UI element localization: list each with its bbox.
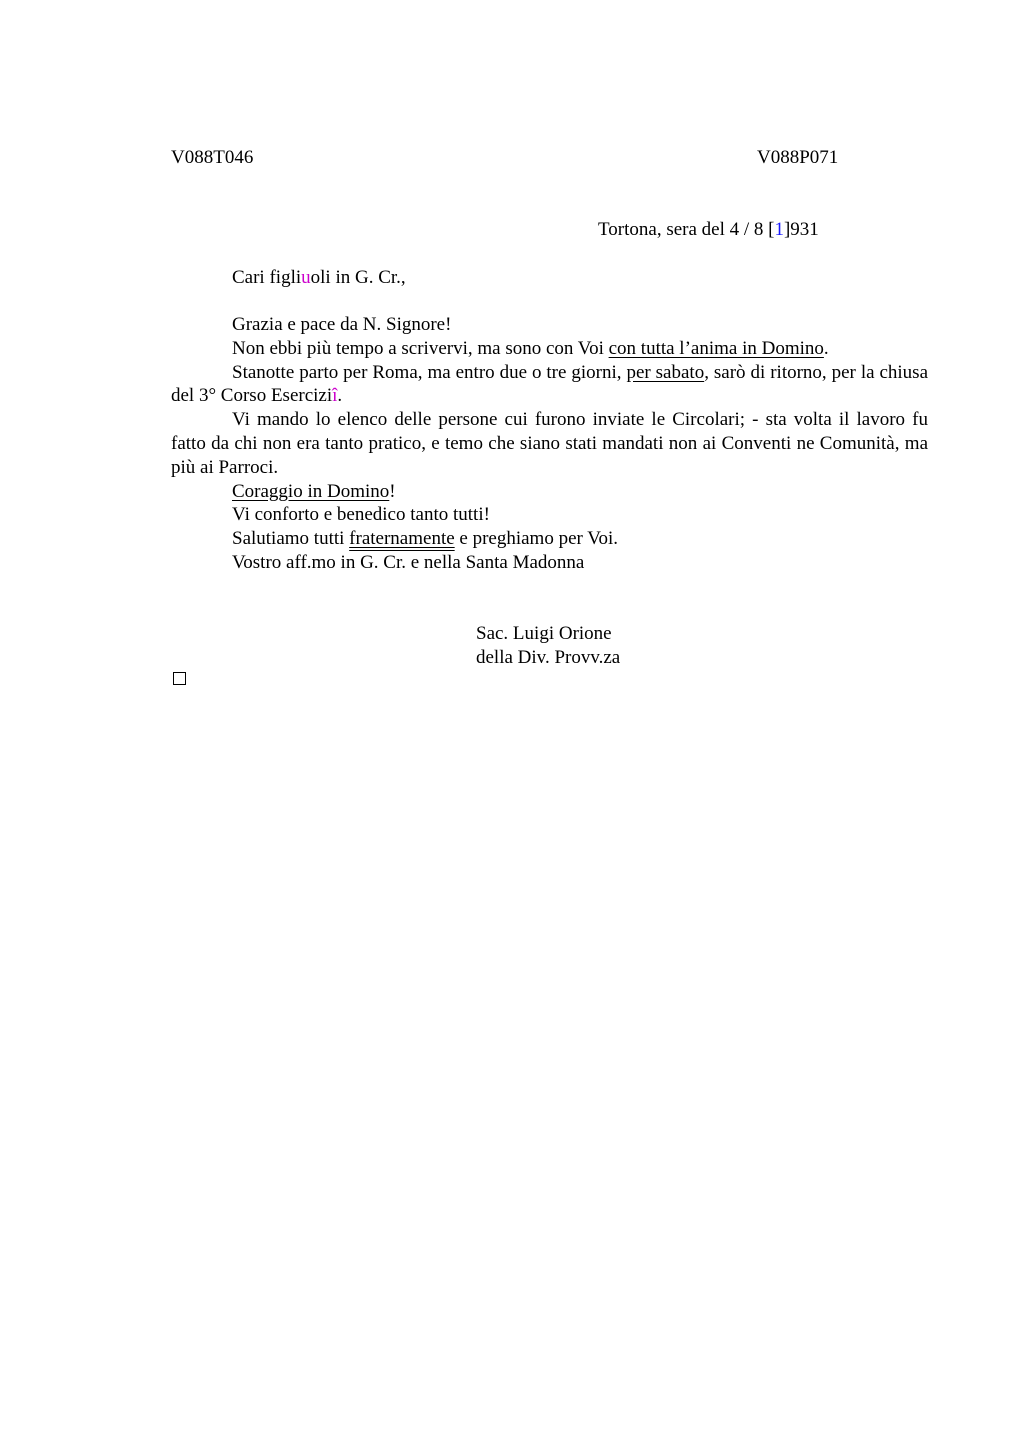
signature-name: Sac. Luigi Orione <box>476 623 612 644</box>
p3-highlight: î <box>332 385 338 407</box>
greeting-after: oli in G. Cr., <box>310 267 406 288</box>
greeting <box>232 266 406 290</box>
p3-underlined: per sabato <box>626 361 705 383</box>
letter-body <box>171 313 928 575</box>
p3-before: Stanotte parto per Roma, ma entro due o tre giorni, <box>232 361 627 383</box>
greeting-highlight: u <box>301 267 311 288</box>
p7-before: Salutiamo tutti <box>232 528 350 550</box>
p5-after: ! <box>389 480 396 502</box>
dateline-prefix: Tortona, sera del 4 / 8 [ <box>598 219 775 240</box>
document-code-right: V088P071 <box>757 147 839 168</box>
p5-underlined: Coraggio in Domino <box>232 480 390 502</box>
p2-before: Non ebbi più tempo a scrivervi, ma sono con Voi <box>232 337 609 359</box>
p7-after: e preghiamo per Voi. <box>454 528 619 550</box>
dateline-bracketed-digit: 1 <box>774 219 784 240</box>
p7-double-underlined: fraternamente <box>349 528 455 550</box>
p2-underlined: con tutta l’anima in Domino <box>608 337 824 359</box>
paragraph-2 <box>171 337 928 361</box>
paragraph-3 <box>171 361 928 409</box>
signature-title: della Div. Provv.za <box>476 647 621 668</box>
paragraph-8: Vostro aff.mo in G. Cr. e nella Santa Madonna <box>232 551 585 573</box>
document-page <box>171 0 928 1450</box>
p3-middle: , sarò di ritorno, per la chiusa del 3° Corso Esercizi <box>171 361 929 407</box>
p3-after: . <box>337 385 343 407</box>
paragraph-7 <box>171 527 928 551</box>
greeting-before: Cari figli <box>232 267 302 288</box>
end-of-document-square-icon <box>173 672 186 685</box>
dateline-suffix: ]931 <box>783 219 819 240</box>
p2-after: . <box>823 337 829 359</box>
paragraph-5 <box>171 480 928 504</box>
dateline <box>598 218 819 242</box>
paragraph-4: Vi mando lo elenco delle persone cui furono inviate le Circolari; - sta volta il lavoro fu fatto da chi non era tanto pratico, e temo che siano stati mandati non ai Conventi ne Comunità, ma più ai Parroci. <box>171 409 928 478</box>
paragraph-6: Vi conforto e benedico tanto tutti! <box>232 504 490 526</box>
paragraph-1: Grazia e pace da N. Signore! <box>232 314 452 335</box>
document-code-left: V088T046 <box>171 147 254 168</box>
